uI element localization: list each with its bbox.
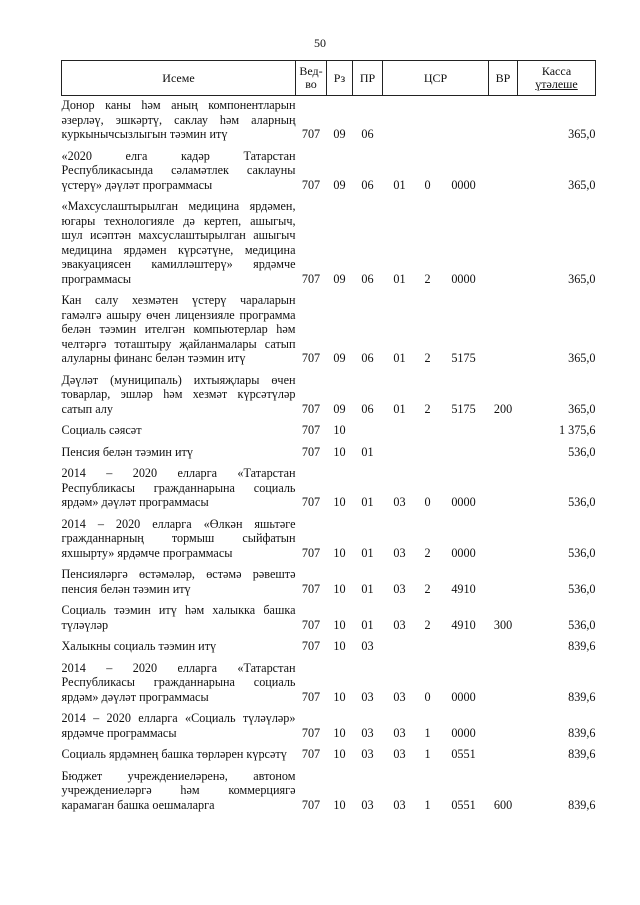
cell-vedo: 707 — [301, 639, 321, 653]
cell-csr2: 2 — [424, 271, 431, 286]
table-row — [62, 287, 596, 367]
cell-rz: 10 — [333, 444, 346, 459]
cell-name: Донор каны һәм аның компонентларын әзерләү, эшкәртү, саклау һәм аларның куркынычсызлыгын тәэмин итү — [61, 98, 296, 141]
cell-name: «Махсуслаштырылган медицина ярдәмен, югары технологияле дә кертеп, ашыгыч, шул исәптән махсуслаштырылган ашыгыч медицина ярдәмен күрсәтүне, медицина эвакуациясен камилләштерү» ярдәмче программасы — [61, 199, 296, 286]
cell-csr3: 0551 — [451, 747, 476, 761]
cell-vedo: 707 — [301, 797, 321, 812]
cell-pr: 03 — [361, 725, 374, 740]
cell-vedo: 707 — [301, 617, 321, 632]
cell-pr: 03 — [361, 797, 374, 812]
cell-rz: 09 — [333, 271, 346, 286]
cell-pr: 01 — [361, 444, 374, 459]
cell-sum: 365,0 — [568, 351, 596, 365]
table-header-row — [62, 61, 596, 96]
cell-csr1: 01 — [393, 177, 406, 192]
cell-rz: 09 — [333, 177, 346, 192]
cell-vr — [489, 417, 518, 439]
cell-vedo: 707 — [301, 127, 321, 141]
cell-vr — [489, 287, 518, 367]
cell-csr3: 0000 — [451, 725, 476, 740]
cell-csr3: 4910 — [451, 581, 476, 596]
cell-csr3: 5175 — [451, 351, 476, 365]
cell-rz: 10 — [333, 747, 346, 761]
cell-rz: 10 — [333, 689, 346, 704]
table-row — [62, 511, 596, 562]
cell-csr1: 01 — [393, 271, 406, 286]
cell-vr — [489, 655, 518, 706]
cell-csr1: 03 — [393, 545, 406, 560]
cell-name: 2014 – 2020 елларга «Өлкән яшьтәге гражданнарның тормыш сыйфатын яхшырту» ярдәмче программасы — [61, 516, 296, 560]
cell-name: Пенсияләргә өстәмәләр, өстәмә рәвештә пенсия белән тәэмин итү — [61, 567, 296, 596]
header-rz: Рз — [327, 61, 353, 96]
cell-pr: 03 — [361, 639, 374, 653]
cell-csr3: 0000 — [451, 495, 476, 509]
table-row — [62, 439, 596, 461]
cell-csr2: 2 — [424, 581, 431, 596]
cell-pr: 01 — [361, 495, 374, 509]
cell-vedo: 707 — [301, 351, 321, 365]
cell-csr2 — [417, 96, 439, 143]
cell-csr1 — [383, 96, 417, 143]
cell-name: Пенсия белән тәэмин итү — [61, 444, 193, 459]
cell-vr — [489, 705, 518, 741]
cell-csr2 — [417, 439, 439, 461]
cell-rz: 10 — [333, 617, 346, 632]
cell-csr2: 2 — [424, 401, 431, 416]
cell-name: 2014 – 2020 елларга «Татарстан Республикасы гражданнарына социаль ярдәм» дәүләт программасы — [61, 660, 296, 704]
header-pr: ПР — [353, 61, 383, 96]
cell-vr: 200 — [493, 401, 513, 416]
cell-name: Социаль ярдәмнең башка төрләрен күрсәтү — [61, 747, 287, 761]
cell-vr — [489, 511, 518, 562]
cell-csr1 — [383, 417, 417, 439]
cell-name: Бюджет учреждениеләренә, автоном учреждениеләргә һәм коммерциягә карамаган башка оешмаларга — [61, 768, 296, 812]
table-row — [62, 741, 596, 763]
cell-pr: 01 — [361, 617, 374, 632]
header-kassa-line2: үтәлеше — [535, 77, 578, 91]
cell-csr2: 1 — [424, 725, 431, 740]
cell-csr3 — [439, 96, 489, 143]
cell-csr2: 2 — [424, 617, 431, 632]
header-kassa — [518, 61, 596, 96]
cell-csr2: 1 — [424, 797, 431, 812]
cell-sum: 536,0 — [568, 495, 596, 509]
cell-csr2: 1 — [424, 747, 431, 761]
header-vr: ВР — [489, 61, 518, 96]
header-vedo-line1: Вед- — [299, 64, 323, 78]
cell-pr: 06 — [361, 177, 374, 192]
cell-name: Дәүләт (муниципаль) ихтыяҗлары өчен товарлар, эшләр һәм хезмәт күрсәтүләр сатып алу — [61, 372, 296, 416]
cell-vr — [489, 633, 518, 655]
cell-name: «2020 елга кадәр Татарстан Республикасында сәламәтлек саклауны үстерү» дәүләт программасы — [61, 148, 296, 192]
header-csr: ЦСР — [383, 61, 489, 96]
cell-csr1: 03 — [393, 689, 406, 704]
table-row — [62, 143, 596, 194]
cell-csr1: 03 — [393, 617, 406, 632]
cell-pr: 01 — [361, 545, 374, 560]
cell-pr: 06 — [361, 271, 374, 286]
table-row — [62, 417, 596, 439]
cell-csr2: 0 — [424, 689, 431, 704]
cell-vr — [489, 96, 518, 143]
cell-vedo: 707 — [301, 423, 321, 437]
cell-vedo: 707 — [301, 444, 321, 459]
table-row — [62, 193, 596, 287]
cell-csr1: 03 — [393, 747, 406, 761]
cell-name: Социаль сәясәт — [61, 423, 142, 437]
cell-vr — [489, 561, 518, 597]
cell-sum: 365,0 — [568, 271, 596, 286]
table-row — [62, 705, 596, 741]
cell-csr1 — [383, 633, 417, 655]
cell-csr1: 03 — [393, 495, 406, 509]
cell-vedo: 707 — [301, 495, 321, 509]
cell-csr1 — [383, 439, 417, 461]
cell-pr: 03 — [361, 689, 374, 704]
table-row — [62, 655, 596, 706]
cell-vedo: 707 — [301, 545, 321, 560]
cell-vr — [489, 439, 518, 461]
cell-pr: 01 — [361, 581, 374, 596]
cell-csr1: 03 — [393, 581, 406, 596]
cell-csr1: 03 — [393, 725, 406, 740]
page-number: 50 — [314, 36, 326, 50]
cell-sum: 839,6 — [568, 639, 596, 653]
cell-csr3: 0551 — [451, 797, 476, 812]
table-row — [62, 96, 596, 143]
cell-vedo: 707 — [301, 747, 321, 761]
cell-rz: 09 — [333, 127, 346, 141]
cell-csr3: 4910 — [451, 617, 476, 632]
cell-pr: 06 — [361, 401, 374, 416]
cell-pr — [353, 417, 383, 439]
cell-csr2 — [417, 633, 439, 655]
cell-rz: 10 — [333, 545, 346, 560]
cell-csr3: 0000 — [451, 689, 476, 704]
cell-rz: 10 — [333, 423, 346, 437]
table-row — [62, 367, 596, 418]
cell-vedo: 707 — [301, 271, 321, 286]
cell-sum: 365,0 — [568, 177, 596, 192]
table-row — [62, 561, 596, 597]
cell-vr — [489, 143, 518, 194]
header-vedo-line2: во — [305, 77, 317, 91]
cell-vr — [489, 460, 518, 511]
cell-csr1: 01 — [393, 351, 406, 365]
cell-rz: 10 — [333, 725, 346, 740]
cell-sum: 536,0 — [568, 545, 596, 560]
budget-table — [61, 60, 596, 813]
cell-pr: 06 — [361, 127, 374, 141]
cell-vr — [489, 193, 518, 287]
header-kassa-line1: Касса — [541, 64, 572, 78]
cell-vedo: 707 — [301, 177, 321, 192]
cell-csr2 — [417, 417, 439, 439]
cell-rz: 09 — [333, 351, 346, 365]
cell-rz: 09 — [333, 401, 346, 416]
cell-csr3: 0000 — [451, 545, 476, 560]
cell-vr — [489, 741, 518, 763]
cell-sum: 839,6 — [568, 689, 596, 704]
cell-sum: 365,0 — [568, 401, 596, 416]
header-vedo — [296, 61, 327, 96]
cell-sum: 536,0 — [568, 581, 596, 596]
header-name: Исеме — [62, 61, 296, 96]
table-row — [62, 763, 596, 814]
cell-sum: 839,6 — [568, 797, 596, 812]
table-row — [62, 633, 596, 655]
cell-name: Кан салу хезмәтен үстерү чараларын гамәлгә ашыру өчен лицензияле программа белән тәэмин ителгән компьютерлар һәм челтәргә тоташтыру җайланмалары сатып алуларны финанс белән тәэмин итү — [61, 293, 296, 365]
cell-rz: 10 — [333, 581, 346, 596]
cell-sum: 365,0 — [568, 127, 596, 141]
cell-csr3 — [439, 439, 489, 461]
cell-vedo: 707 — [301, 725, 321, 740]
cell-vr: 300 — [493, 617, 513, 632]
cell-csr3 — [439, 633, 489, 655]
cell-csr3: 0000 — [451, 271, 476, 286]
cell-vedo: 707 — [301, 689, 321, 704]
cell-name: 2014 – 2020 елларга «Татарстан Республикасы гражданнарына социаль ярдәм» дәүләт программасы — [61, 466, 296, 509]
cell-vr: 600 — [493, 797, 513, 812]
cell-csr1: 03 — [393, 797, 406, 812]
cell-sum: 536,0 — [568, 444, 596, 459]
table-row — [62, 460, 596, 511]
cell-sum: 1 375,6 — [558, 423, 596, 437]
cell-sum: 839,6 — [568, 747, 596, 761]
cell-name: Халыкны социаль тәэмин итү — [61, 639, 217, 653]
cell-csr2: 0 — [424, 177, 431, 192]
cell-sum: 839,6 — [568, 725, 596, 740]
cell-rz: 10 — [333, 639, 346, 653]
cell-csr3: 5175 — [451, 401, 476, 416]
cell-csr1: 01 — [393, 401, 406, 416]
cell-vedo: 707 — [301, 581, 321, 596]
cell-csr2: 0 — [424, 495, 431, 509]
cell-name: Социаль тәэмин итү һәм халыкка башка түләүләр — [61, 603, 296, 632]
cell-csr2: 2 — [424, 545, 431, 560]
cell-pr: 06 — [361, 351, 374, 365]
cell-sum: 536,0 — [568, 617, 596, 632]
cell-pr: 03 — [361, 747, 374, 761]
cell-rz: 10 — [333, 797, 346, 812]
cell-vedo: 707 — [301, 401, 321, 416]
table-row — [62, 597, 596, 633]
cell-csr3: 0000 — [451, 177, 476, 192]
cell-rz: 10 — [333, 495, 346, 509]
cell-name: 2014 – 2020 елларга «Социаль түләүләр» ярдәмче программасы — [61, 711, 296, 740]
table-body — [62, 96, 596, 814]
cell-csr3 — [439, 417, 489, 439]
cell-csr2: 2 — [424, 351, 431, 365]
